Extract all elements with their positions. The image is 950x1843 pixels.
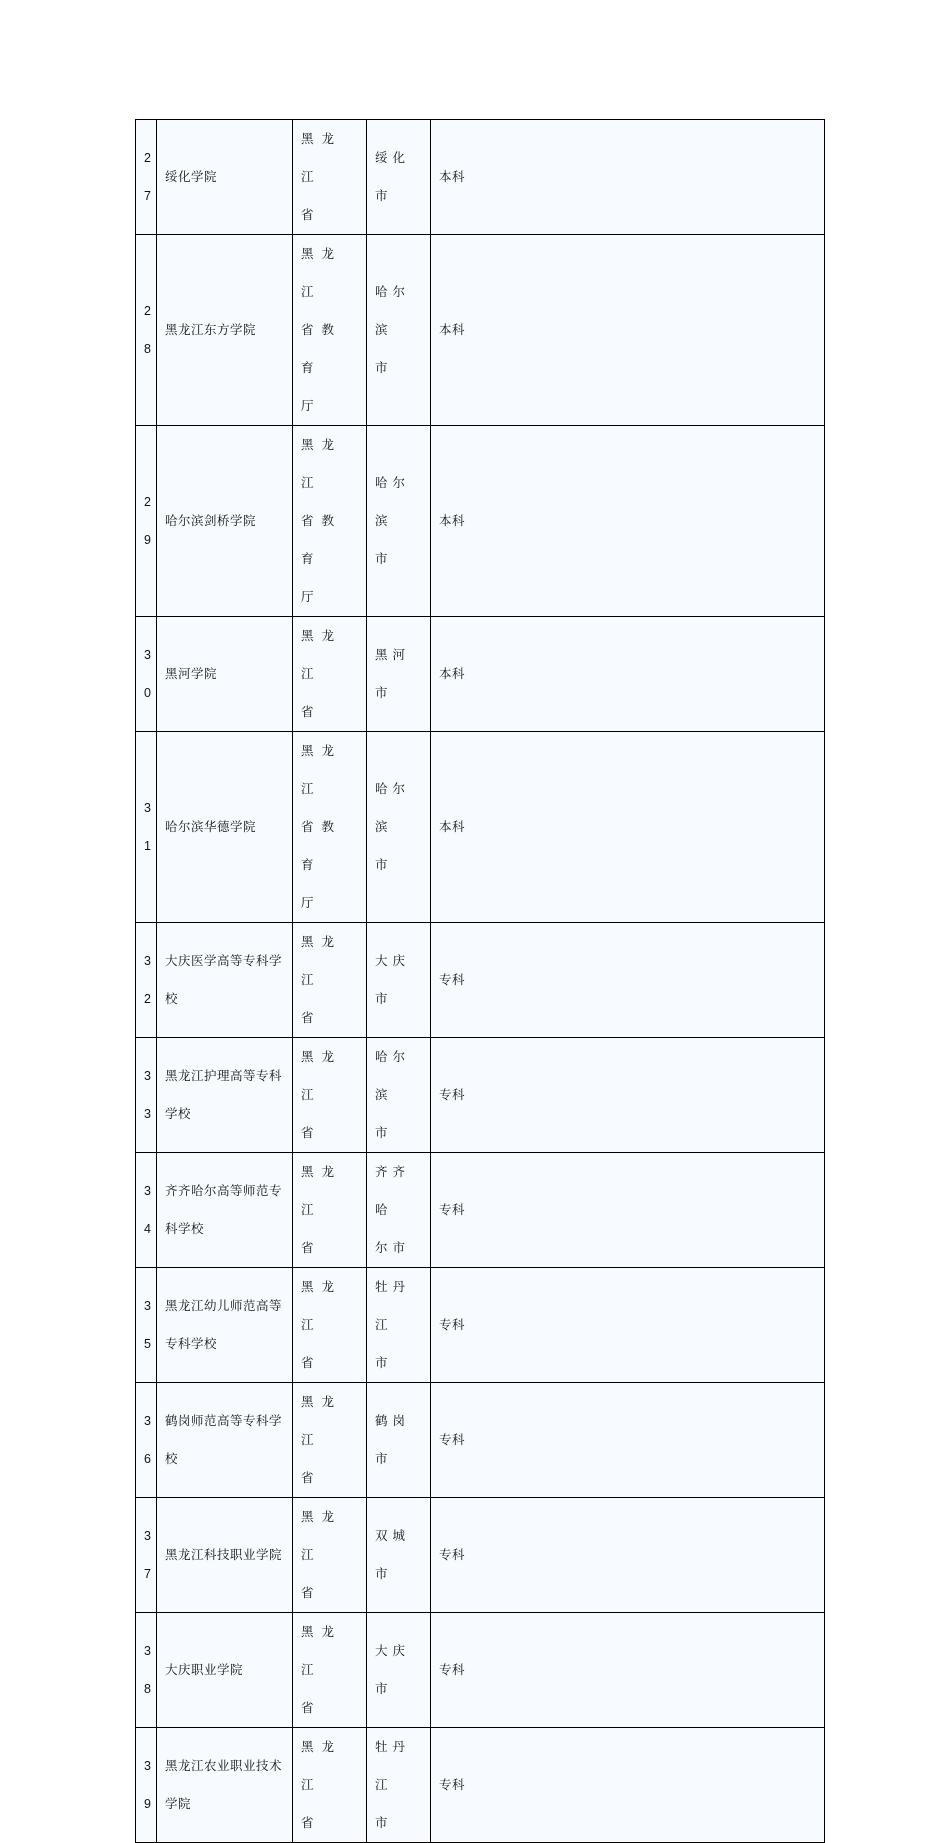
education-level: 本科 bbox=[431, 120, 825, 235]
authority-line: 黑龙江 bbox=[301, 1624, 343, 1677]
school-location bbox=[367, 732, 431, 923]
row-number bbox=[136, 1498, 157, 1613]
row-number-digit: 3 bbox=[144, 1759, 151, 1773]
education-level: 本科 bbox=[431, 732, 825, 923]
location-line: 牡丹江 bbox=[375, 1279, 411, 1332]
authority-line: 黑龙江 bbox=[301, 1739, 343, 1792]
table-row bbox=[136, 617, 825, 732]
competent-authority bbox=[293, 426, 367, 617]
school-name: 黑龙江科技职业学院 bbox=[157, 1498, 293, 1613]
authority-line: 黑龙江 bbox=[301, 131, 343, 184]
row-number bbox=[136, 617, 157, 732]
row-number-digit: 7 bbox=[144, 189, 151, 203]
authority-line: 黑龙江 bbox=[301, 1394, 343, 1447]
location-line: 市 bbox=[375, 360, 393, 375]
row-number bbox=[136, 732, 157, 923]
competent-authority bbox=[293, 1498, 367, 1613]
universities-table bbox=[135, 119, 825, 1843]
location-line: 双城市 bbox=[375, 1528, 411, 1581]
location-line: 市 bbox=[375, 1815, 393, 1830]
authority-line: 黑龙江 bbox=[301, 1279, 343, 1332]
row-number bbox=[136, 1728, 157, 1843]
table-row bbox=[136, 235, 825, 426]
location-line: 市 bbox=[375, 551, 393, 566]
location-line: 市 bbox=[375, 857, 393, 872]
school-name: 黑龙江东方学院 bbox=[157, 235, 293, 426]
competent-authority bbox=[293, 923, 367, 1038]
competent-authority bbox=[293, 732, 367, 923]
row-number-digit: 3 bbox=[144, 1107, 151, 1121]
location-line: 黑河市 bbox=[375, 647, 411, 700]
competent-authority bbox=[293, 617, 367, 732]
row-number-digit: 6 bbox=[144, 1452, 151, 1466]
authority-line: 黑龙江 bbox=[301, 1049, 343, 1102]
table-row bbox=[136, 1383, 825, 1498]
education-level: 专科 bbox=[431, 1268, 825, 1383]
row-number-digit: 4 bbox=[144, 1222, 151, 1236]
school-name: 黑龙江农业职业技术学院 bbox=[157, 1728, 293, 1843]
competent-authority bbox=[293, 1153, 367, 1268]
table-row bbox=[136, 1613, 825, 1728]
row-number-digit: 8 bbox=[144, 1682, 151, 1696]
authority-line: 省 bbox=[301, 1815, 322, 1830]
school-location bbox=[367, 120, 431, 235]
school-name: 大庆医学高等专科学校 bbox=[157, 923, 293, 1038]
authority-line: 省 bbox=[301, 1585, 322, 1600]
authority-line: 省 bbox=[301, 207, 322, 222]
authority-line: 省 bbox=[301, 1470, 322, 1485]
location-line: 哈尔滨 bbox=[375, 1049, 411, 1102]
authority-line: 省 bbox=[301, 1355, 322, 1370]
authority-line: 黑龙江 bbox=[301, 628, 343, 681]
row-number bbox=[136, 1613, 157, 1728]
education-level: 专科 bbox=[431, 1383, 825, 1498]
school-location bbox=[367, 1268, 431, 1383]
row-number-digit: 2 bbox=[144, 495, 151, 509]
row-number-digit: 3 bbox=[144, 801, 151, 815]
authority-line: 省教育 bbox=[301, 513, 343, 566]
authority-line: 省 bbox=[301, 1700, 322, 1715]
location-line: 齐齐哈 bbox=[375, 1164, 411, 1217]
school-location bbox=[367, 426, 431, 617]
table-body bbox=[136, 120, 825, 1843]
row-number-digit: 9 bbox=[144, 533, 151, 547]
row-number-digit: 0 bbox=[144, 686, 151, 700]
school-location bbox=[367, 1038, 431, 1153]
competent-authority bbox=[293, 1038, 367, 1153]
location-line: 哈尔滨 bbox=[375, 475, 411, 528]
table-row bbox=[136, 1153, 825, 1268]
row-number bbox=[136, 1268, 157, 1383]
school-location bbox=[367, 1728, 431, 1843]
school-location bbox=[367, 923, 431, 1038]
table-row bbox=[136, 1268, 825, 1383]
row-number bbox=[136, 1038, 157, 1153]
education-level: 专科 bbox=[431, 1038, 825, 1153]
authority-line: 黑龙江 bbox=[301, 1164, 343, 1217]
row-number-digit: 8 bbox=[144, 342, 151, 356]
school-name: 黑龙江护理高等专科学校 bbox=[157, 1038, 293, 1153]
school-location bbox=[367, 1383, 431, 1498]
authority-line: 省教育 bbox=[301, 322, 343, 375]
authority-line: 厅 bbox=[301, 589, 322, 604]
school-location bbox=[367, 1153, 431, 1268]
row-number-digit: 3 bbox=[144, 954, 151, 968]
education-level: 本科 bbox=[431, 235, 825, 426]
authority-line: 省 bbox=[301, 1125, 322, 1140]
location-line: 牡丹江 bbox=[375, 1739, 411, 1792]
location-line: 市 bbox=[375, 1355, 393, 1370]
row-number bbox=[136, 923, 157, 1038]
row-number bbox=[136, 426, 157, 617]
row-number bbox=[136, 1153, 157, 1268]
school-name: 哈尔滨华德学院 bbox=[157, 732, 293, 923]
location-line: 市 bbox=[375, 1125, 393, 1140]
school-name: 大庆职业学院 bbox=[157, 1613, 293, 1728]
education-level: 本科 bbox=[431, 426, 825, 617]
school-location bbox=[367, 1613, 431, 1728]
education-level: 专科 bbox=[431, 1613, 825, 1728]
location-line: 绥化市 bbox=[375, 150, 411, 203]
row-number-digit: 1 bbox=[144, 839, 151, 853]
education-level: 专科 bbox=[431, 1153, 825, 1268]
authority-line: 黑龙江 bbox=[301, 246, 343, 299]
authority-line: 黑龙江 bbox=[301, 743, 343, 796]
authority-line: 省 bbox=[301, 704, 322, 719]
school-name: 齐齐哈尔高等师范专科学校 bbox=[157, 1153, 293, 1268]
table-row bbox=[136, 1498, 825, 1613]
school-location bbox=[367, 1498, 431, 1613]
row-number-digit: 2 bbox=[144, 992, 151, 1006]
row-number-digit: 7 bbox=[144, 1567, 151, 1581]
row-number-digit: 3 bbox=[144, 1529, 151, 1543]
authority-line: 黑龙江 bbox=[301, 437, 343, 490]
row-number-digit: 3 bbox=[144, 1644, 151, 1658]
row-number-digit: 2 bbox=[144, 151, 151, 165]
location-line: 大庆市 bbox=[375, 953, 411, 1006]
row-number-digit: 3 bbox=[144, 1414, 151, 1428]
authority-line: 厅 bbox=[301, 895, 322, 910]
school-name: 哈尔滨剑桥学院 bbox=[157, 426, 293, 617]
education-level: 本科 bbox=[431, 617, 825, 732]
row-number-digit: 3 bbox=[144, 648, 151, 662]
competent-authority bbox=[293, 1728, 367, 1843]
table-row bbox=[136, 923, 825, 1038]
school-name: 黑龙江幼儿师范高等专科学校 bbox=[157, 1268, 293, 1383]
authority-line: 省 bbox=[301, 1010, 322, 1025]
table-row bbox=[136, 732, 825, 923]
school-name: 鹤岗师范高等专科学校 bbox=[157, 1383, 293, 1498]
education-level: 专科 bbox=[431, 1498, 825, 1613]
authority-line: 省 bbox=[301, 1240, 322, 1255]
authority-line: 厅 bbox=[301, 398, 322, 413]
competent-authority bbox=[293, 235, 367, 426]
education-level: 专科 bbox=[431, 1728, 825, 1843]
authority-line: 黑龙江 bbox=[301, 1509, 343, 1562]
row-number-digit: 3 bbox=[144, 1069, 151, 1083]
location-line: 哈尔滨 bbox=[375, 284, 411, 337]
table-row bbox=[136, 426, 825, 617]
location-line: 尔市 bbox=[375, 1240, 411, 1255]
row-number-digit: 3 bbox=[144, 1299, 151, 1313]
table-row bbox=[136, 1728, 825, 1843]
competent-authority bbox=[293, 120, 367, 235]
table-row bbox=[136, 1038, 825, 1153]
school-name: 黑河学院 bbox=[157, 617, 293, 732]
education-level: 专科 bbox=[431, 923, 825, 1038]
row-number bbox=[136, 1383, 157, 1498]
competent-authority bbox=[293, 1383, 367, 1498]
authority-line: 黑龙江 bbox=[301, 934, 343, 987]
competent-authority bbox=[293, 1268, 367, 1383]
competent-authority bbox=[293, 1613, 367, 1728]
location-line: 鹤岗市 bbox=[375, 1413, 411, 1466]
school-location bbox=[367, 617, 431, 732]
row-number-digit: 3 bbox=[144, 1184, 151, 1198]
row-number bbox=[136, 120, 157, 235]
authority-line: 省教育 bbox=[301, 819, 343, 872]
row-number-digit: 9 bbox=[144, 1797, 151, 1811]
row-number bbox=[136, 235, 157, 426]
table-row bbox=[136, 120, 825, 235]
school-name: 绥化学院 bbox=[157, 120, 293, 235]
location-line: 哈尔滨 bbox=[375, 781, 411, 834]
row-number-digit: 5 bbox=[144, 1337, 151, 1351]
location-line: 大庆市 bbox=[375, 1643, 411, 1696]
school-location bbox=[367, 235, 431, 426]
row-number-digit: 2 bbox=[144, 304, 151, 318]
